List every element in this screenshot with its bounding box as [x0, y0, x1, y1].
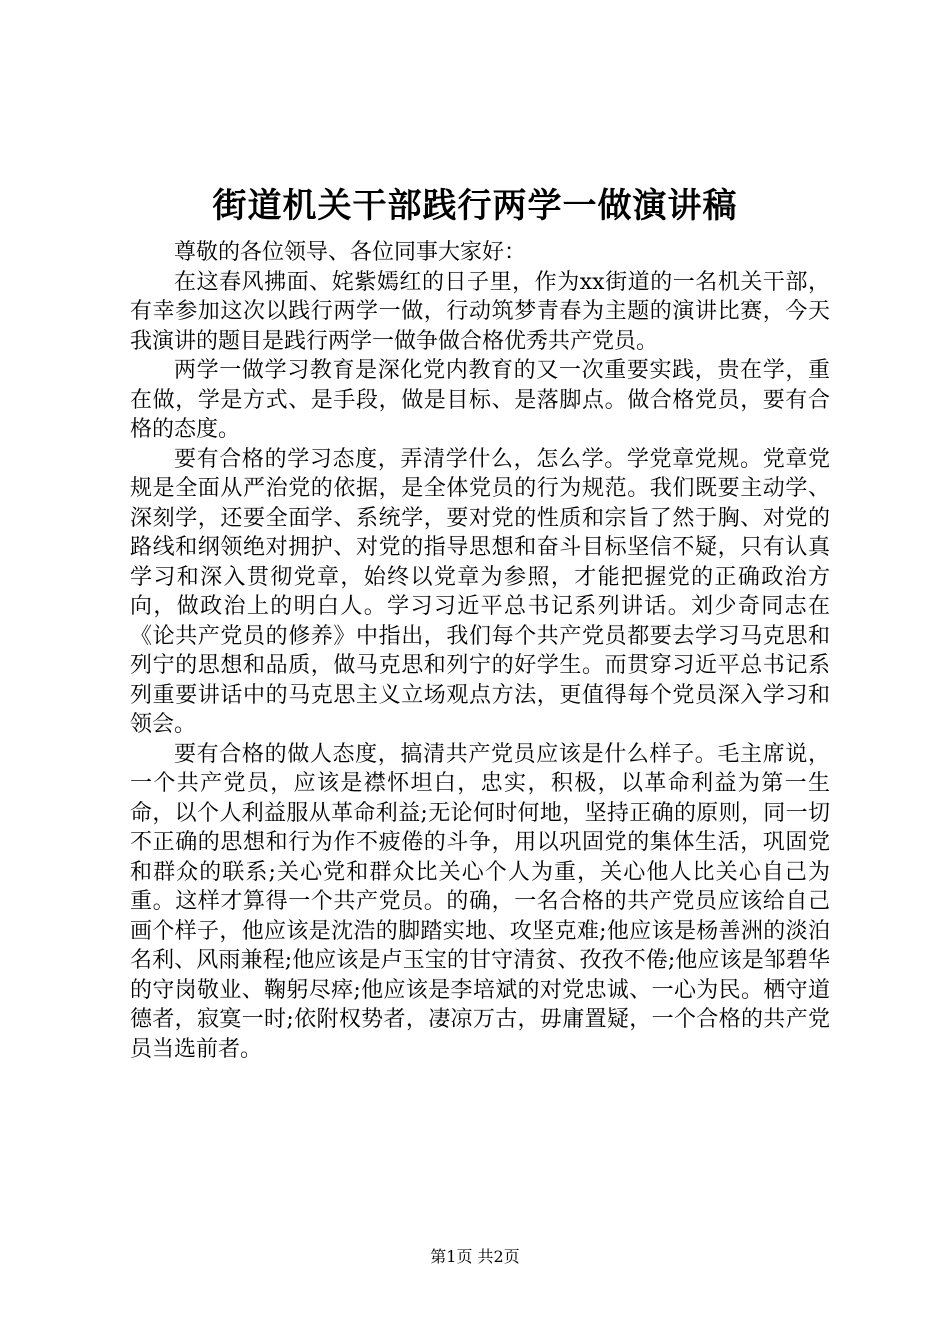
body-paragraph: 要有合格的做人态度，搞清共产党员应该是什么样子。毛主席说，一个共产党员，应该是襟怀坦白，忠实，积极，以革命利益为第一生命，以个人利益服从革命利益;无论何时何地，坚持正确的原则，同一切不正确的思想和行为作不疲倦的斗争，用以巩固党的集体生活，巩固党和群众的联系;关心党和群众比关心个人为重，关心他人比关心自己为重。这样才算得一个共产党员。的确，一名合格的共产党员应该给自己画个样子，他应该是沈浩的脚踏实地、攻坚克难;他应该是杨善洲的淡泊名利、风雨兼程;他应该是卢玉宝的甘守清贫、孜孜不倦;他应该是邹碧华的守岗敬业、鞠躬尽瘁;他应该是李培斌的对党忠诚、一心为民。栖守道德者，寂寞一时;依附权势者，凄凉万古，毋庸置疑，一个合格的共产党员当选前者。 [130, 741, 830, 1062]
salutation-paragraph: 尊敬的各位领导、各位同事大家好： [174, 240, 527, 265]
page-number-footer: 第1页 共2页 [430, 1247, 520, 1266]
body-paragraph: 要有合格的学习态度，弄清学什么，怎么学。学党章党规。党章党规是全面从严治党的依据，是全体党员的行为规范。我们既要主动学、深刻学，还要全面学、系统学，要对党的性质和宗旨了然于胸、对党的路线和纲领绝对拥护、对党的指导思想和奋斗目标坚信不疑，只有认真学习和深入贯彻党章，始终以党章为参照，才能把握党的正确政治方向，做政治上的明白人。学习习近平总书记系列讲话。刘少奇同志在《论共产党员的修养》中指出，我们每个共产党员都要去学习马克思和列宁的思想和品质，做马克思和列宁的好学生。而贯穿习近平总书记系列重要讲话中的马克思主义立场观点方法，更值得每个党员深入学习和领会。 [130, 446, 830, 737]
document-title: 街道机关干部践行两学一做演讲稿 [212, 186, 738, 226]
document-body [130, 238, 830, 1064]
body-paragraph: 在这春风拂面、姹紫嫣红的日子里，作为xx街道的一名机关干部，有幸参加这次以践行两学一做，行动筑梦青春为主题的演讲比赛，今天我演讲的题目是践行两学一做争做合格优秀共产党员。 [130, 269, 830, 354]
body-paragraph: 两学一做学习教育是深化党内教育的又一次重要实践，贵在学，重在做，学是方式、是手段，做是目标、是落脚点。做合格党员，要有合格的态度。 [130, 358, 830, 442]
